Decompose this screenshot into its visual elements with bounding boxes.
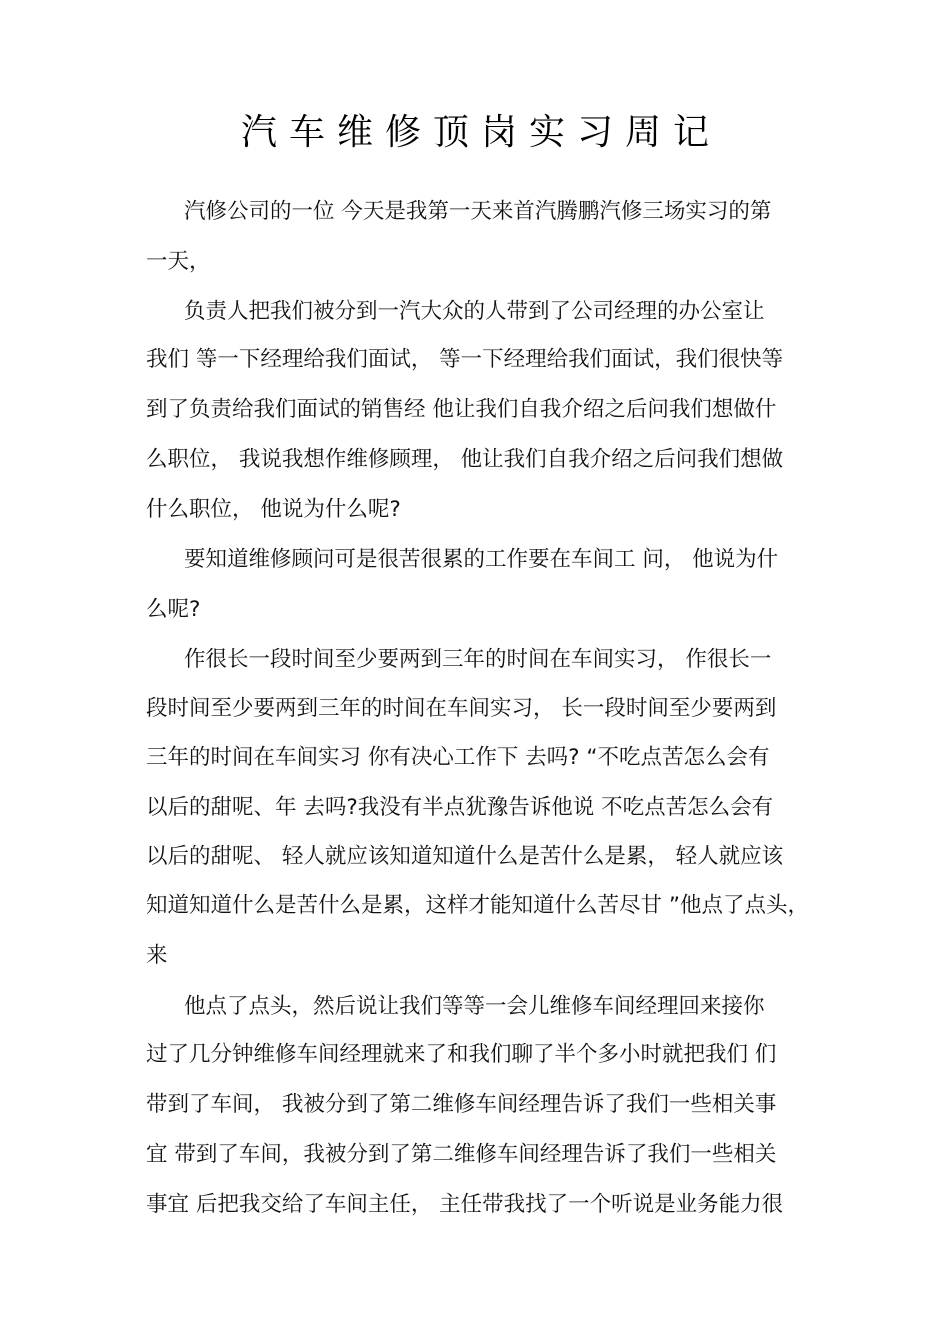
text-line: 宜 带到了车间，我被分到了第二维修车间经理告诉了我们一些相关 <box>146 1142 777 1167</box>
text-line: 要知道维修顾问可是很苦很累的工作要在车间工 问， 他说为什 <box>184 547 779 572</box>
text-line: 么呢? <box>146 597 201 622</box>
text-line: 负责人把我们被分到一汽大众的人带到了公司经理的办公室让 <box>184 299 765 324</box>
text-line: 段时间至少要两到三年的时间在车间实习， 长一段时间至少要两到 <box>146 696 777 721</box>
text-line: 什么职位， 他说为什么呢? <box>146 497 401 522</box>
text-line: 作很长一段时间至少要两到三年的时间在车间实习， 作很长一 <box>184 647 772 672</box>
text-line: 事宜 后把我交给了车间主任， 主任带我找了一个听说是业务能力很 <box>146 1192 784 1217</box>
text-line: 一天， <box>146 249 211 274</box>
text-line: 以后的甜呢、 轻人就应该知道知道什么是苦什么是累， 轻人就应该 <box>146 844 784 869</box>
text-line: 到了负责给我们面试的销售经 他让我们自我介绍之后问我们想做什 <box>146 397 777 422</box>
text-line: 他点了点头，然后说让我们等等一会儿维修车间经理回来接你 <box>184 994 765 1019</box>
text-line: 来 <box>146 943 168 968</box>
document-title: 汽车维修顶岗实习周记 <box>240 112 721 153</box>
text-line: 以后的甜呢、年 去吗?我没有半点犹豫告诉他说 不吃点苦怎么会有 <box>146 795 774 820</box>
text-line: 过了几分钟维修车间经理就来了和我们聊了半个多小时就把我们 们 <box>146 1042 777 1067</box>
text-line: 知道知道什么是苦什么是累，这样才能知道什么苦尽甘 ”他点了点头， <box>146 893 809 918</box>
text-line: 我们 等一下经理给我们面试， 等一下经理给我们面试，我们很快等 <box>146 347 784 372</box>
text-line: 汽修公司的一位 今天是我第一天来首汽腾鹏汽修三场实习的第 <box>184 199 772 224</box>
text-line: 三年的时间在车间实习 你有决心工作下 去吗? “不吃点苦怎么会有 <box>146 745 770 770</box>
text-line: 么职位， 我说我想作维修顾理， 他让我们自我介绍之后问我们想做 <box>146 447 784 472</box>
text-line: 带到了车间， 我被分到了第二维修车间经理告诉了我们一些相关事 <box>146 1092 777 1117</box>
